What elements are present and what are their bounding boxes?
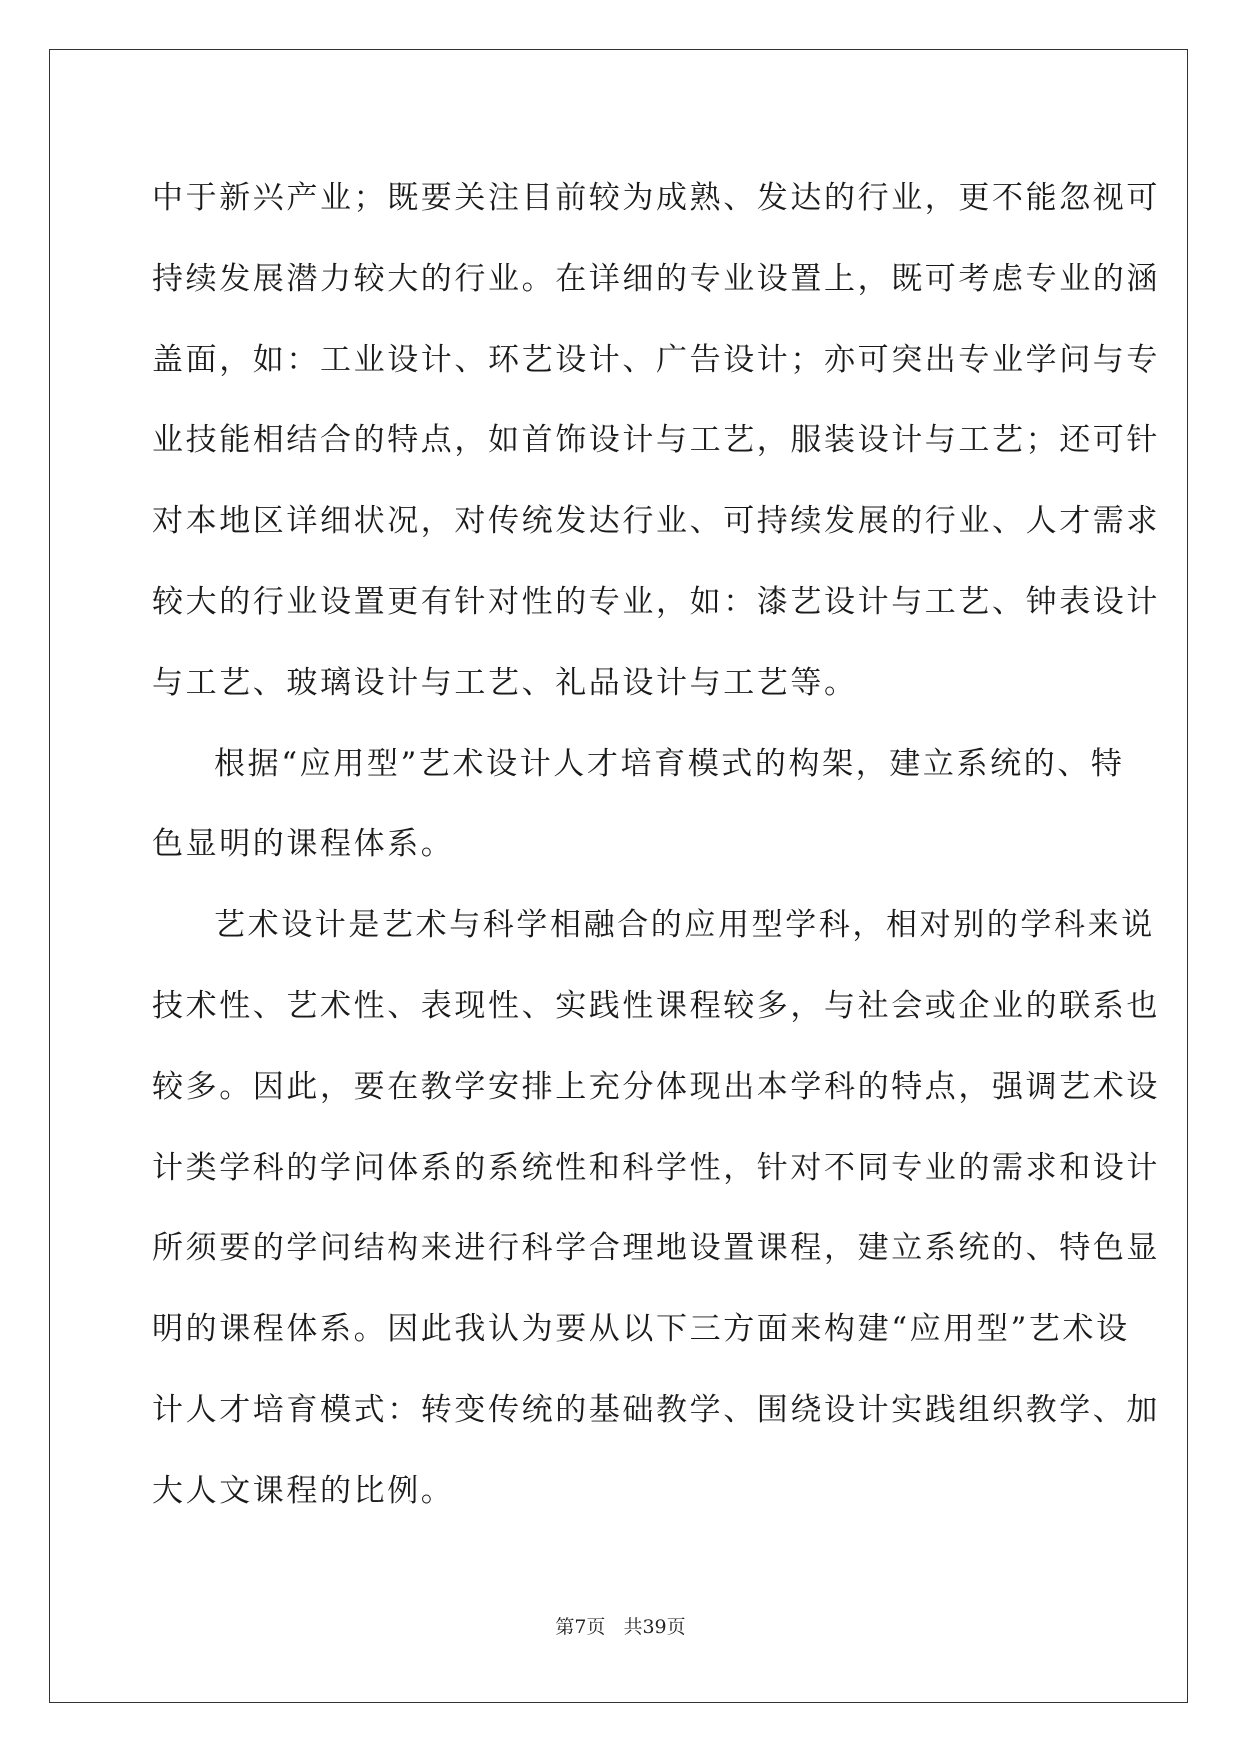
text-line: 较多。因此，要在教学安排上充分体现出本学科的特点，强调艺术设 xyxy=(152,1068,1160,1105)
page-footer xyxy=(0,1612,1241,1639)
page-total: 共39页 xyxy=(623,1616,686,1638)
text-line: 持续发展潜力较大的行业。在详细的专业设置上，既可考虑专业的涵 xyxy=(152,260,1160,297)
document-body xyxy=(152,158,1160,1532)
text-line: 业技能相结合的特点，如首饰设计与工艺，服装设计与工艺；还可针 xyxy=(152,422,1160,459)
text-line: 所须要的学问结构来进行科学合理地设置课程，建立系统的、特色显 xyxy=(152,1230,1160,1267)
paragraph-first-line: 艺术设计是艺术与科学相融合的应用型学科，相对别的学科来说 xyxy=(214,907,1155,944)
text-line: 对本地区详细状况，对传统发达行业、可持续发展的行业、人才需求 xyxy=(152,503,1160,540)
page-number: 第7页 xyxy=(555,1616,606,1638)
text-line: 技术性、艺术性、表现性、实践性课程较多，与社会或企业的联系也 xyxy=(152,987,1160,1024)
paragraph-first-line: 根据“应用型”艺术设计人才培育模式的构架，建立系统的、特 xyxy=(214,745,1125,782)
text-line: 大人文课程的比例。 xyxy=(152,1472,455,1509)
text-line: 盖面，如：工业设计、环艺设计、广告设计；亦可突出专业学问与专 xyxy=(152,341,1160,378)
text-line: 色显明的课程体系。 xyxy=(152,826,455,863)
text-line: 明的课程体系。因此我认为要从以下三方面来构建“应用型”艺术设 xyxy=(152,1311,1130,1348)
text-line: 计人才培育模式：转变传统的基础教学、围绕设计实践组织教学、加 xyxy=(152,1391,1160,1428)
text-line: 中于新兴产业；既要关注目前较为成熟、发达的行业，更不能忽视可 xyxy=(152,180,1160,216)
text-line: 较大的行业设置更有针对性的专业，如：漆艺设计与工艺、钟表设计 xyxy=(152,583,1160,620)
text-line: 计类学科的学问体系的系统性和科学性，针对不同专业的需求和设计 xyxy=(152,1149,1160,1186)
text-line: 与工艺、玻璃设计与工艺、礼品设计与工艺等。 xyxy=(152,664,858,701)
